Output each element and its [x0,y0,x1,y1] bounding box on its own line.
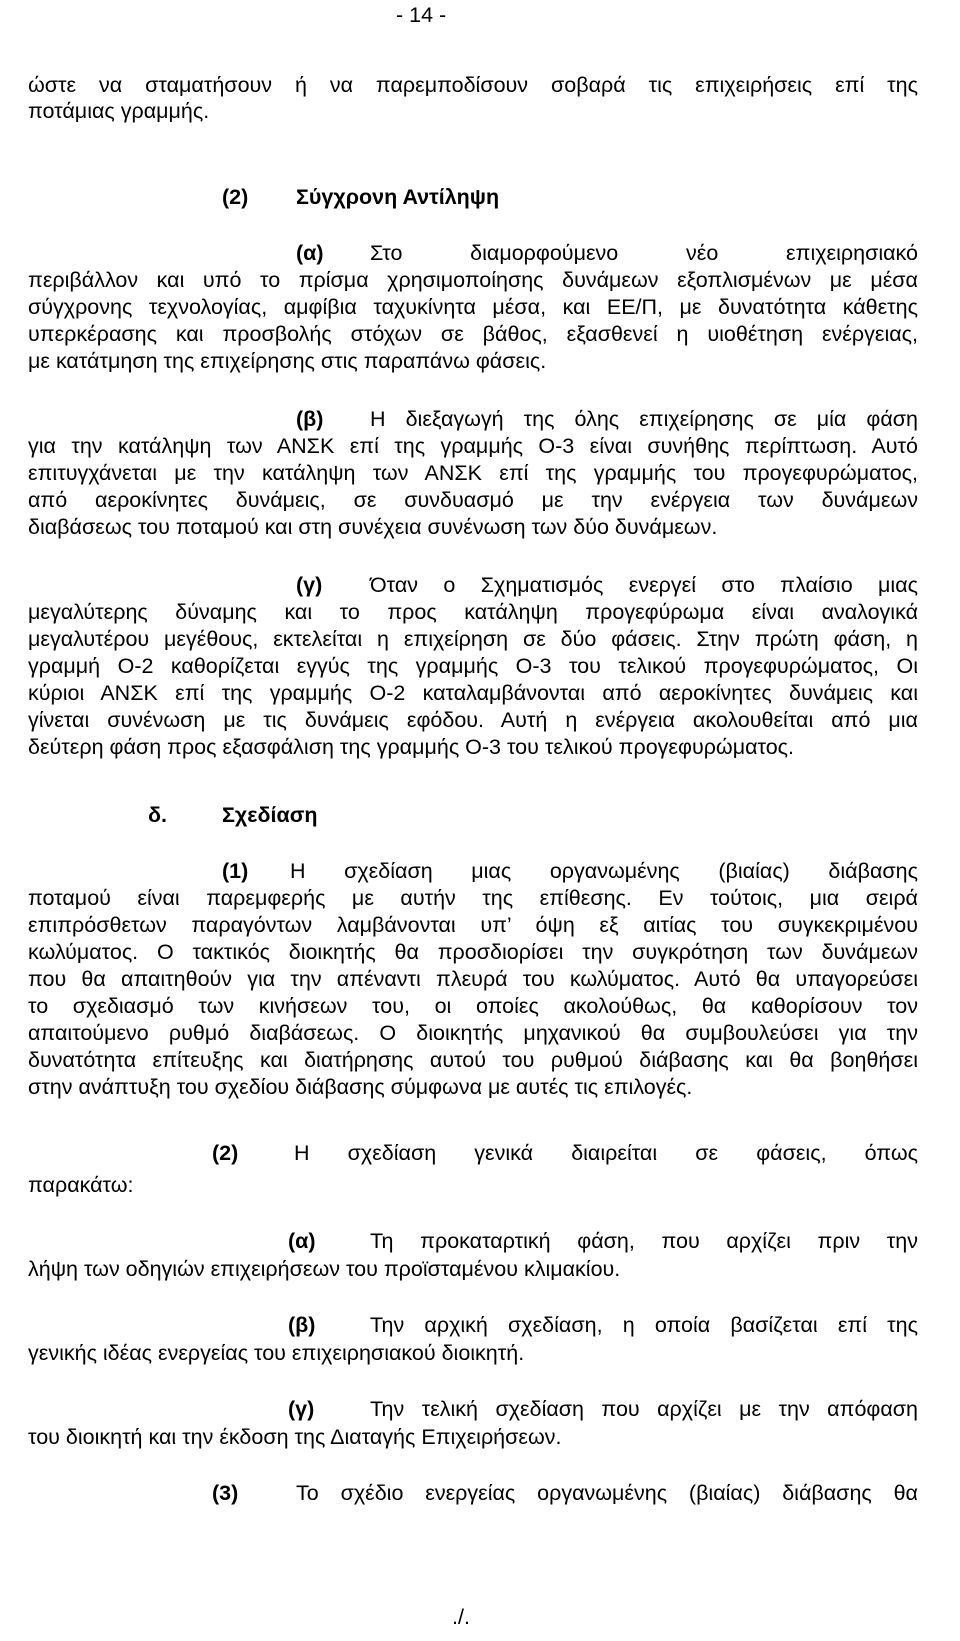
paragraph-line: Το σχέδιο ενεργείας οργανωμένης (βιαίας) διάβασης θα [296,1481,918,1505]
continuation-mark: ./. [452,1605,470,1629]
section-number: (2) [222,185,249,209]
item-label: (α) [288,1229,316,1253]
paragraph-line: που θα απαιτηθούν για την απέναντι πλευρά του κωλύματος. Αυτό θα υπαγορεύσει [28,967,918,991]
paragraph-line: μεγαλυτέρου μεγέθους, εκτελείται η επιχείρηση σε δύο φάσεις. Στην πρώτη φάση, η [28,627,918,651]
page-number: - 14 - [396,3,447,27]
paragraph-line: μεγαλύτερης δύναμης και το προς κατάληψη προγεφύρωμα είναι αναλογικά [28,600,918,624]
section-number: δ. [148,803,168,827]
paragraph-line: Τη προκαταρτική φάση, που αρχίζει πριν την [370,1229,918,1253]
paragraph-line: Η διεξαγωγή της όλης επιχείρησης σε μία φάση [370,407,918,431]
paragraph-line: περιβάλλον και υπό το πρίσμα χρησιμοποίησης δυνάμεων εξοπλισμένων με μέσα [28,268,918,292]
paragraph-line: Στο διαμορφούμενο νέο επιχειρησιακό [370,241,918,265]
item-label: (γ) [296,573,323,597]
section-heading: Σύγχρονη Αντίληψη [296,185,500,209]
paragraph-line: Όταν ο Σχηματισμός ενεργεί στο πλαίσιο μιας [370,573,918,597]
item-label: (γ) [288,1397,315,1421]
paragraph-line: του διοικητή και την έκδοση της Διαταγής Επιχειρήσεων. [28,1425,562,1449]
paragraph-line: στην ανάπτυξη του σχεδίου διάβασης σύμφωνα με αυτές τις επιλογές. [28,1075,693,1099]
paragraph-line: κύριοι ΑΝΣΚ επί της γραμμής Ο-2 καταλαμβάνονται από αεροκίνητες δυνάμεις και [28,681,918,705]
item-label: (β) [296,407,324,431]
item-label: (2) [212,1141,239,1165]
item-label: (α) [296,241,324,265]
paragraph-line: Η σχεδίαση γενικά διαιρείται σε φάσεις, όπως [294,1141,918,1165]
paragraph-line: σύγχρονης τεχνολογίας, αμφίβια ταχυκίνητα μέσα, και ΕΕ/Π, με δυνατότητα κάθετης [28,295,918,319]
paragraph-line: ποταμού είναι παρεμφερής με αυτήν της επίθεσης. Εν τούτοις, μια σειρά [28,886,918,910]
paragraph-line: το σχεδιασμό των κινήσεων του, οι οποίες ακολούθως, θα καθορίσουν τον [28,994,918,1018]
paragraph-line: λήψη των οδηγιών επιχειρήσεων του προϊσταμένου κλιμακίου. [28,1257,621,1281]
paragraph-line: για την κατάληψη των ΑΝΣΚ επί της γραμμής Ο-3 είναι συνήθης περίπτωση. Αυτό [28,434,918,458]
item-label: (β) [288,1313,316,1337]
paragraph-line: υπερκέρασης και προσβολής στόχων σε βάθος, εξασθενεί η υιοθέτηση ενέργειας, [28,322,918,346]
paragraph-line: απαιτούμενο ρυθμό διαβάσεως. Ο διοικητής μηχανικού θα συμβουλεύσει για την [28,1021,918,1045]
paragraph-line: από αεροκίνητες δυνάμεις, σε συνδυασμό με την ενέργεια των δυνάμεων [28,488,918,512]
item-label: (3) [212,1481,239,1505]
paragraph-line: διαβάσεως του ποταμού και στη συνέχεια συνένωση των δύο δυνάμεων. [28,515,718,539]
paragraph-line: παρακάτω: [28,1173,134,1197]
paragraph-line: γίνεται συνένωση με τις δυνάμεις εφόδου. Αυτή η ενέργεια ακολουθείται από μια [28,708,918,732]
paragraph-line: Η σχεδίαση μιας οργανωμένης (βιαίας) διάβασης [290,859,918,883]
section-heading: Σχεδίαση [222,803,318,827]
paragraph-line: επιτυγχάνεται με την κατάληψη των ΑΝΣΚ επί της γραμμής του προγεφυρώματος, [28,461,918,485]
paragraph-line: Την τελική σχεδίαση που αρχίζει με την απόφαση [370,1397,918,1421]
paragraph-line: δεύτερη φάση προς εξασφάλιση της γραμμής Ο-3 του τελικού προγεφυρώματος. [28,735,795,759]
paragraph-line: κωλύματος. Ο τακτικός διοικητής θα προσδιορίσει την συγκρότηση των δυνάμεων [28,940,918,964]
paragraph-line: επιπρόσθετων παραγόντων λαμβάνονται υπ’ όψη εξ αιτίας του συγκεκριμένου [28,913,918,937]
paragraph-line: γενικής ιδέας ενεργείας του επιχειρησιακού διοικητή. [28,1341,525,1365]
paragraph-line: Την αρχική σχεδίαση, η οποία βασίζεται επί της [370,1313,918,1337]
paragraph-line: δυνατότητα επίτευξης και διατήρησης αυτού του ρυθμού διάβασης και θα βοηθήσει [28,1048,918,1072]
paragraph-line: γραμμή Ο-2 καθορίζεται εγγύς της γραμμής Ο-3 του τελικού προγεφυρώματος, Οι [28,654,918,678]
paragraph-line: με κατάτμηση της επιχείρησης στις παραπάνω φάσεις. [28,349,547,373]
paragraph-line: ποτάμιας γραμμής. [28,99,210,123]
paragraph-line: ώστε να σταματήσουν ή να παρεμποδίσουν σοβαρά τις επιχειρήσεις επί της [28,73,918,97]
item-label: (1) [222,859,249,883]
